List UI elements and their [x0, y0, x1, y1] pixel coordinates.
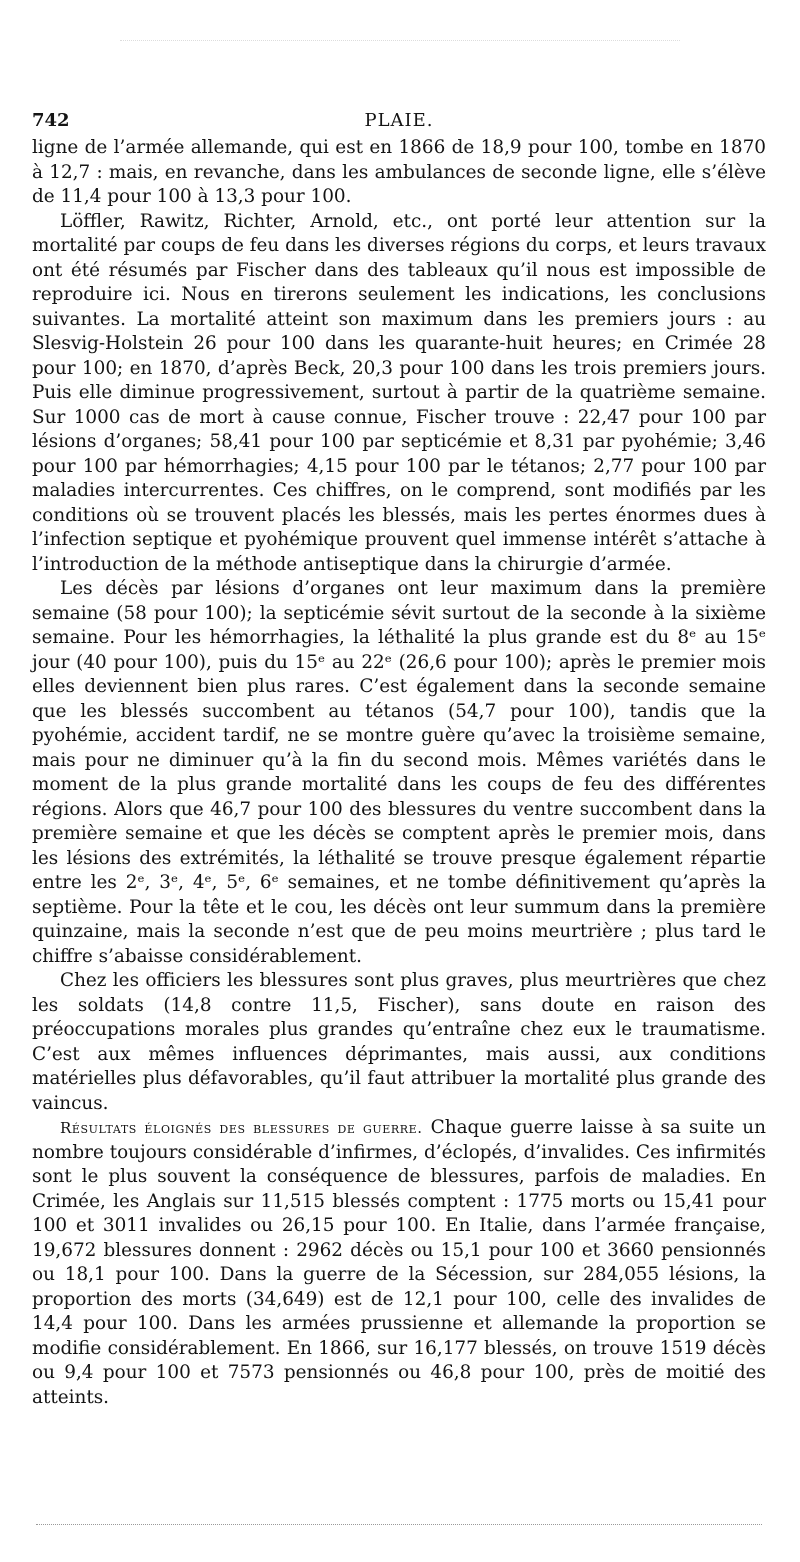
- paragraph-text: Chez les officiers les blessures sont plus graves, plus meurtrières que chez les soldats (14,8 contre 11,5, Fischer), sans doute en raison des préoccupations morales plus grandes qu’entraîne chez eux le traumatisme. C’est aux mêmes influences déprimantes, mais aussi, aux conditions matérielles plus défavorables, qu’il faut attribuer la mortalité plus grande des vaincus.: [32, 970, 766, 1114]
- paragraph-text: Chaque guerre laisse à sa suite un nombre toujours considérable d’infirmes, d’éclopés, d’invalides. Ces infirmités sont le plus souvent la conséquence de blessures, parfois de maladies. En Crimée, les Anglais sur 11,515 blessés comptent : 1775 morts ou 15,41 pour 100 et 3011 invalides ou 26,15 pour 100. En Italie, dans l’armée française, 19,672 blessures donnent : 2962 décès ou 15,1 pour 100 et 3660 pensionnés ou 18,1 pour 100. Dans la guerre de la Sécession, sur 284,055 lésions, la proportion des morts (34,649) est de 12,1 pour 100, celle des invalides de 14,4 pour 100. Dans les armées prussienne et allemande la proportion se modifie considérablement. En 1866, sur 16,177 blessés, on trouve 1519 décès ou 9,4 pour 100 et 7573 pensionnés ou 46,8 pour 100, près de moitié des atteints.: [32, 1117, 766, 1408]
- page-header: [32, 106, 766, 136]
- body-text: [32, 136, 766, 1410]
- section-heading: Résultats éloignés des blessures de guerre.: [60, 1119, 423, 1137]
- paragraph-deaths-by-cause: [32, 577, 766, 969]
- page: [32, 106, 766, 1410]
- bottom-rule: [36, 1524, 762, 1525]
- running-title: PLAIE.: [364, 110, 434, 131]
- page-number: 742: [32, 110, 70, 131]
- paragraph-officers: [32, 969, 766, 1116]
- paragraph-long-term-results: [32, 1116, 766, 1410]
- paragraph-text: Löffler, Rawitz, Richter, Arnold, etc., ont porté leur attention sur la mortalité par coups de feu dans les diverses régions du corps, et leurs travaux ont été résumés par Fischer dans des tableaux qu’il nous est impossible de reproduire ici. Nous en tirerons seulement les indications, les conclusions suivantes. La mortalité atteint son maximum dans les premiers jours : au Slesvig-Holstein 26 pour 100 dans les quarante-huit heures; en Crimée 28 pour 100; en 1870, d’après Beck, 20,3 pour 100 dans les trois premiers jours. Puis elle diminue progressivement, surtout à partir de la quatrième semaine. Sur 1000 cas de mort à cause connue, Fischer trouve : 22,47 pour 100 par lésions d’organes; 58,41 pour 100 par septicémie et 8,31 par pyohémie; 3,46 pour 100 par hémorrhagies; 4,15 pour 100 par le tétanos; 2,77 pour 100 par maladies intercurrentes. Ces chiffres, on le comprend, sont modifiés par les conditions où se trouvent placés les blessés, mais les pertes énormes dues à l’infection septique et pyohémique prouvent quel immense intérêt s’attache à l’introduction de la méthode antiseptique dans la chirurgie d’armée.: [32, 210, 766, 575]
- paragraph-continuation: [32, 136, 766, 210]
- paragraph-text: ligne de l’armée allemande, qui est en 1866 de 18,9 pour 100, tombe en 1870 à 12,7 : mais, en revanche, dans les ambulances de seconde ligne, elle s’élève de 11,4 pour 100 à 13,3 pour 100.: [32, 137, 766, 207]
- scan-speckle-line: [120, 40, 680, 41]
- paragraph-text: Les décès par lésions d’organes ont leur maximum dans la première semaine (58 pour 100); la septicémie sévit surtout de la seconde à la sixième semaine. Pour les hémorrhagies, la léthalité la plus grande est du 8ᵉ au 15ᵉ jour (40 pour 100), puis du 15ᵉ au 22ᵉ (26,6 pour 100); après le premier mois elles deviennent bien plus rares. C’est également dans la seconde semaine que les blessés succombent au tétanos (54,7 pour 100), tandis que la pyohémie, accident tardif, ne se montre guère qu’avec la troisième semaine, mais pour ne diminuer qu’à la fin du second mois. Mêmes variétés dans le moment de la plus grande mortalité dans les coups de feu des différentes régions. Alors que 46,7 pour 100 des blessures du ventre succombent dans la première semaine et que les décès se comptent après le premier mois, dans les lésions des extrémités, la léthalité se trouve presque également répartie entre les 2ᵉ, 3ᵉ, 4ᵉ, 5ᵉ, 6ᵉ semaines, et ne tombe définitivement qu’après la septième. Pour la tête et le cou, les décès ont leur summum dans la première quinzaine, mais la seconde n’est que de peu moins meurtrière ; plus tard le chiffre s’abaisse considérablement.: [32, 578, 766, 967]
- paragraph-mortality-regions: [32, 210, 766, 578]
